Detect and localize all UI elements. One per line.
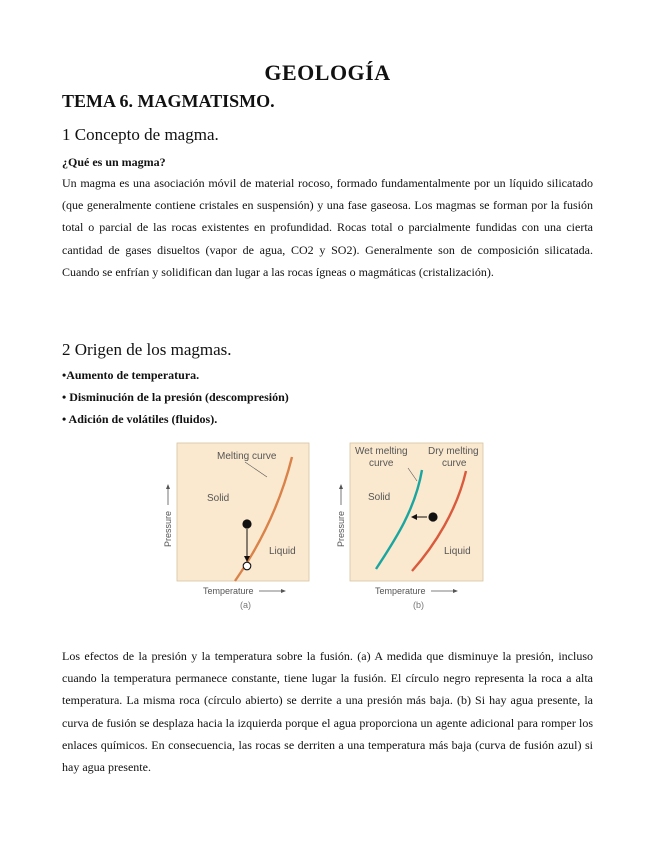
panel-b-dry-label-line1: Dry melting bbox=[428, 446, 479, 457]
section1-paragraph: Un magma es una asociación móvil de material rocoso, formado fundamentalmente por un líquido silicatado (que generalmente contiene cristales en suspensión) y una fase gaseosa. Los magmas se forman por la fusión total o parcial de las rocas existentes en profundidad. Rocas total o parcialmente fundidas con una cierta cantidad de gases disueltos (vapor de agua, CO2 y SO2). Generalmente son de composición silicatada. Cuando se enfrían y solidifican dan lugar a las rocas ígneas o magmáticas (cristalización). bbox=[62, 176, 593, 279]
section1-heading: 1 Concepto de magma. bbox=[62, 125, 219, 144]
section1-question: ¿Qué es un magma? bbox=[62, 155, 166, 169]
bullet-volatiles: • Adición de volátiles (fluidos). bbox=[62, 412, 218, 426]
panel-a-y-axis-label: Pressure bbox=[163, 510, 173, 547]
panel-b-wet-label-line2: curve bbox=[369, 458, 394, 469]
panel-a-y-arrow-head bbox=[166, 484, 170, 489]
panel-b-liquid-label: Liquid bbox=[444, 546, 471, 557]
panel-b-caption: (b) bbox=[413, 600, 424, 610]
panel-b bbox=[336, 443, 483, 610]
panel-b-x-axis-label: Temperature bbox=[375, 586, 426, 596]
panel-b-y-axis-label: Pressure bbox=[336, 510, 346, 547]
panel-a-caption: (a) bbox=[240, 600, 251, 610]
melting-figure bbox=[155, 435, 505, 620]
document-title: GEOLOGÍA bbox=[264, 60, 391, 85]
panel-a-solid-rock-dot bbox=[242, 519, 251, 528]
panel-b-solid-label: Solid bbox=[368, 492, 391, 503]
panel-b-wet-label-line1: Wet melting bbox=[355, 446, 408, 457]
bullet-pressure: • Disminución de la presión (descompresión) bbox=[62, 390, 289, 404]
panel-a-melted-rock-circle bbox=[243, 562, 251, 570]
topic-heading: TEMA 6. MAGMATISMO. bbox=[62, 91, 275, 111]
panel-a-x-arrow-head bbox=[281, 589, 286, 593]
panel-a-liquid-label: Liquid bbox=[269, 546, 296, 557]
section2-heading: 2 Origen de los magmas. bbox=[62, 340, 232, 359]
panel-b-x-arrow-head bbox=[453, 589, 458, 593]
panel-a-x-axis-label: Temperature bbox=[203, 586, 254, 596]
panel-a-curve-label: Melting curve bbox=[217, 451, 277, 462]
figure-caption-paragraph: Los efectos de la presión y la temperatura sobre la fusión. (a) A medida que disminuye la presión, incluso cuando la temperatura permanece constante, tiene lugar la fusión. El círculo negro representa la roca a alta temperatura. La misma roca (círculo abierto) se derrite a una presión más baja. (b) Si hay agua presente, la curva de fusión se desplaza hacia la izquierda porque el agua proporciona un agente adicional para romper los enlaces químicos. En consecuencia, las rocas se derriten a una temperatura más baja (curva de fusión azul) si hay agua presente. bbox=[62, 649, 593, 775]
panel-a-solid-label: Solid bbox=[207, 493, 230, 504]
panel-b-rock-dot bbox=[428, 512, 437, 521]
panel-b-y-arrow-head bbox=[339, 484, 343, 489]
bullet-temperature: •Aumento de temperatura. bbox=[62, 368, 200, 382]
panel-b-dry-label-line2: curve bbox=[442, 458, 467, 469]
panel-a bbox=[163, 443, 309, 610]
